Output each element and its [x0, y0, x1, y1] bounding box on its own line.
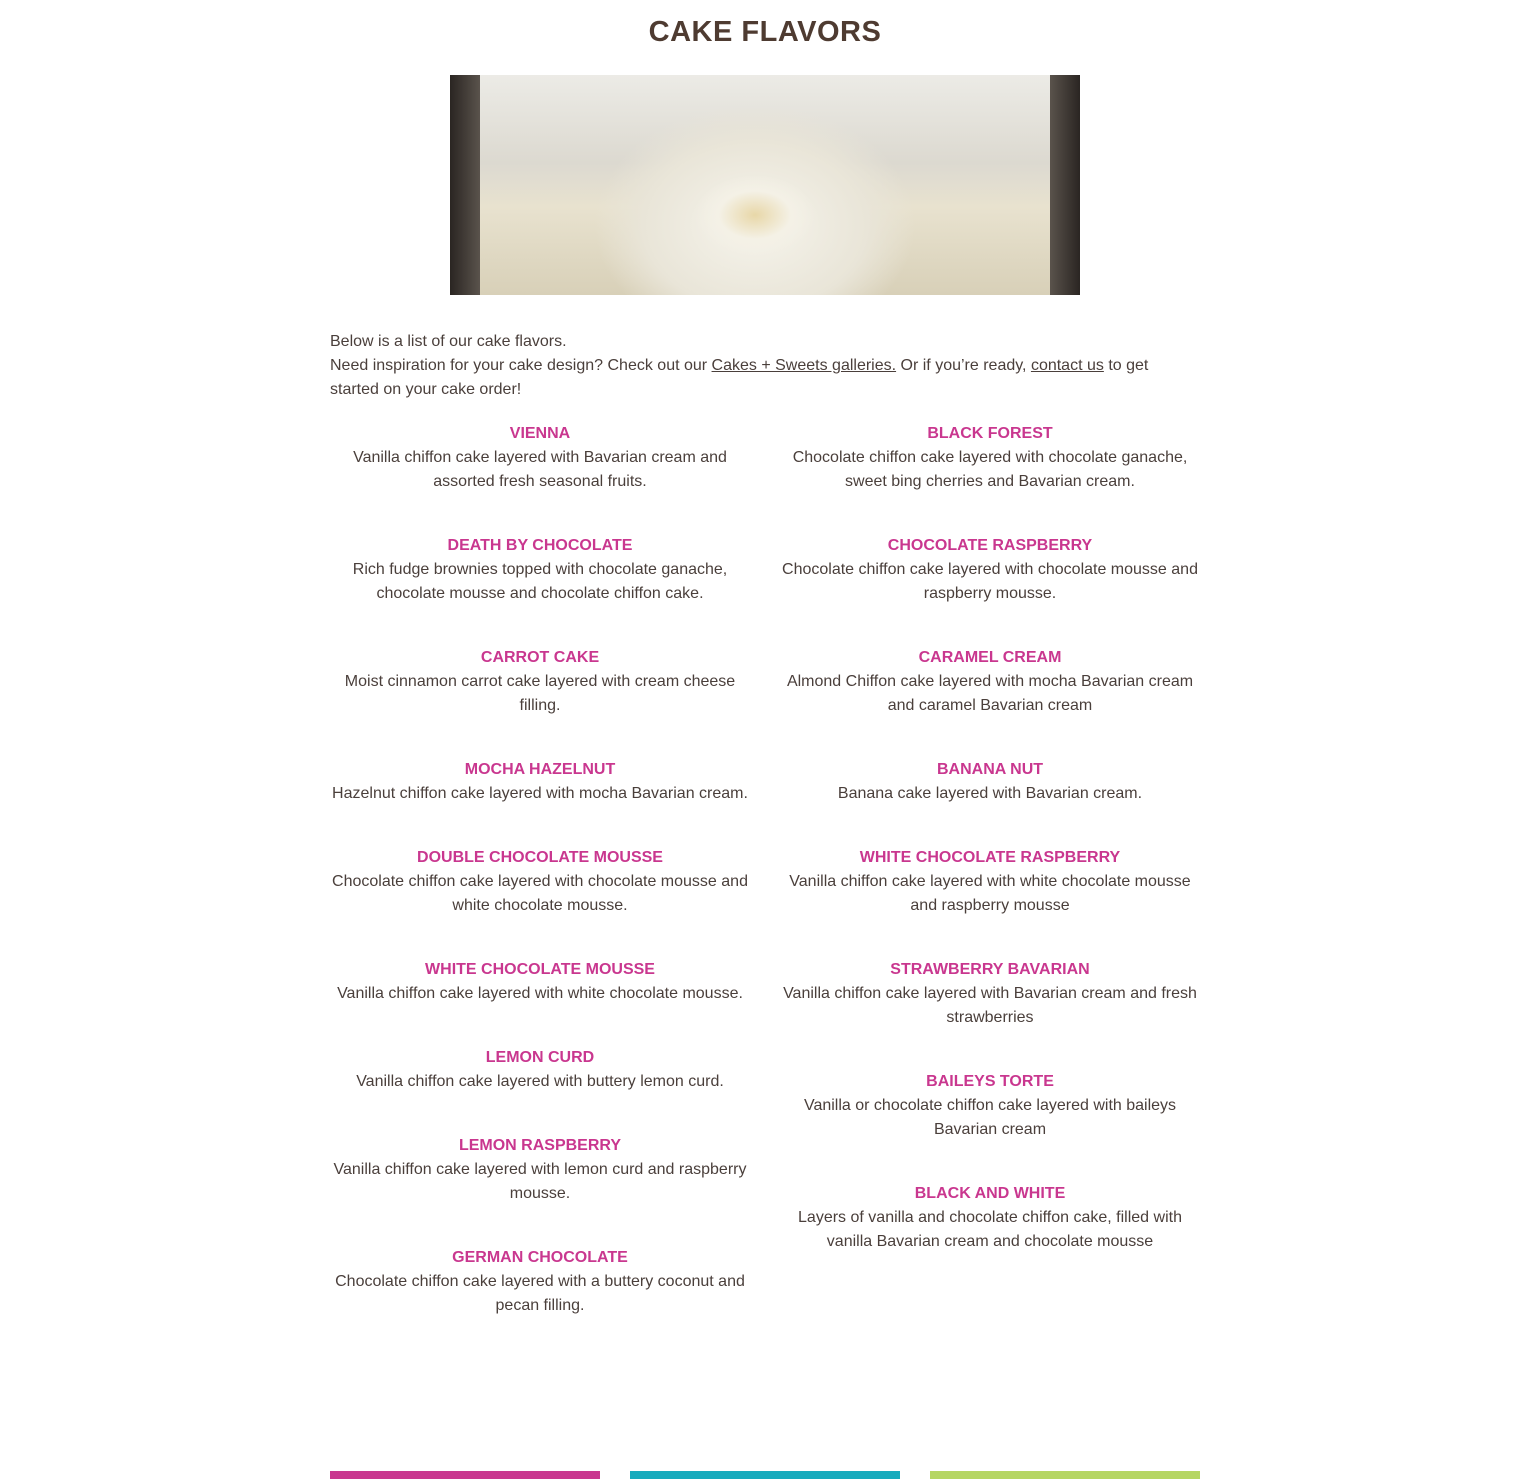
flavor-item — [330, 422, 750, 494]
contact-link[interactable]: contact us — [1030, 357, 1104, 374]
flavor-name: BAILEYS TORTE — [926, 1073, 1054, 1090]
flavor-item — [330, 1246, 750, 1318]
page-title: CAKE FLAVORS — [648, 16, 882, 48]
flavor-name: VIENNA — [509, 425, 571, 442]
flavor-item — [780, 758, 1200, 806]
flavor-description: Almond Chiffon cake layered with mocha Bavarian cream and caramel Bavarian cream — [786, 673, 1194, 714]
flavor-item — [330, 646, 750, 718]
flavor-name: CARROT CAKE — [480, 649, 600, 666]
intro-text-mid: Or if you’re ready, — [896, 357, 1031, 374]
flavor-item — [780, 1182, 1200, 1254]
flavor-name: DOUBLE CHOCOLATE MOUSSE — [417, 849, 663, 866]
flavor-description: Vanilla chiffon cake layered with Bavarian cream and fresh strawberries — [783, 985, 1197, 1026]
flavor-name: BLACK FOREST — [927, 425, 1053, 442]
flavor-description: Layers of vanilla and chocolate chiffon cake, filled with vanilla Bavarian cream and chocolate mousse — [798, 1209, 1182, 1250]
intro-text-post: to get started on your cake order! — [330, 357, 1149, 398]
flavor-description: Banana cake layered with Bavarian cream. — [837, 785, 1143, 802]
flavor-description: Vanilla chiffon cake layered with white chocolate mousse. — [337, 985, 743, 1002]
flavor-description: Chocolate chiffon cake layered with chocolate mousse and raspberry mousse. — [782, 561, 1198, 602]
intro-text-pre: Need inspiration for your cake design? Check out our — [330, 357, 712, 374]
flavor-item — [330, 1134, 750, 1206]
flavor-item — [330, 534, 750, 606]
flavor-description: Chocolate chiffon cake layered with chocolate ganache, sweet bing cherries and Bavarian cream. — [792, 449, 1188, 490]
cake-hero-image — [450, 75, 1080, 295]
flavor-name: WHITE CHOCOLATE MOUSSE — [425, 961, 655, 978]
flavor-name: BLACK AND WHITE — [914, 1185, 1066, 1202]
flavor-name: GERMAN CHOCOLATE — [452, 1249, 628, 1266]
flavor-item — [330, 958, 750, 1006]
galleries-link[interactable]: Cakes + Sweets galleries. — [711, 357, 897, 374]
flavor-name: STRAWBERRY BAVARIAN — [890, 961, 1090, 978]
flavor-name: DEATH BY CHOCOLATE — [447, 537, 633, 554]
flavor-name: CHOCOLATE RASPBERRY — [887, 537, 1093, 554]
flavor-name: MOCHA HAZELNUT — [464, 761, 616, 778]
flavor-description: Chocolate chiffon cake layered with chocolate mousse and white chocolate mousse. — [332, 873, 748, 914]
flavors-right-column — [780, 422, 1200, 1294]
intro-line-1: Below is a list of our cake flavors. — [330, 333, 567, 350]
flavor-item — [780, 846, 1200, 918]
flavor-description: Vanilla or chocolate chiffon cake layered with baileys Bavarian cream — [803, 1097, 1177, 1138]
flavor-description: Vanilla chiffon cake layered with buttery lemon curd. — [356, 1073, 724, 1090]
flavor-name: WHITE CHOCOLATE RASPBERRY — [859, 849, 1121, 866]
flavor-name: LEMON RASPBERRY — [458, 1137, 622, 1154]
flavor-name: LEMON CURD — [485, 1049, 595, 1066]
flavor-description: Vanilla chiffon cake layered with Bavarian cream and assorted fresh seasonal fruits. — [353, 449, 727, 490]
flavor-description: Hazelnut chiffon cake layered with mocha Bavarian cream. — [332, 785, 748, 802]
flavor-name: CARAMEL CREAM — [918, 649, 1062, 666]
footer-bar-green — [930, 1471, 1200, 1479]
flavor-name: BANANA NUT — [936, 761, 1044, 778]
flavor-description: Moist cinnamon carrot cake layered with cream cheese filling. — [344, 673, 736, 714]
flavor-item — [780, 1070, 1200, 1142]
footer-bar-teal — [630, 1471, 900, 1479]
flavor-description: Vanilla chiffon cake layered with lemon curd and raspberry mousse. — [333, 1161, 747, 1202]
flavor-item — [330, 1046, 750, 1094]
flavors-left-column — [330, 422, 750, 1358]
flavor-item — [780, 422, 1200, 494]
flavor-description: Vanilla chiffon cake layered with white chocolate mousse and raspberry mousse — [789, 873, 1191, 914]
flavor-description: Chocolate chiffon cake layered with a buttery coconut and pecan filling. — [335, 1273, 745, 1314]
flavor-item — [780, 646, 1200, 718]
flavor-item — [780, 534, 1200, 606]
footer-bar-pink — [330, 1471, 600, 1479]
flavor-description: Rich fudge brownies topped with chocolate ganache, chocolate mousse and chocolate chiffon cake. — [352, 561, 728, 602]
intro-text — [330, 330, 1200, 402]
flavor-item — [780, 958, 1200, 1030]
flavor-item — [330, 846, 750, 918]
flavor-item — [330, 758, 750, 806]
